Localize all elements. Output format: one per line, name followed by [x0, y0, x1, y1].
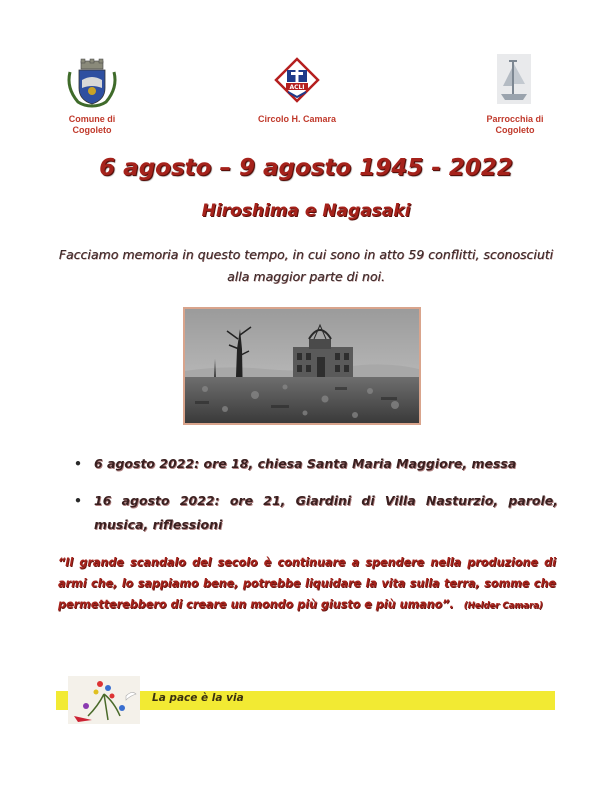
- circolo-label: Circolo H. Camara: [257, 114, 337, 124]
- comune-label: Comune di Cogoleto: [68, 114, 116, 135]
- intro-text: Facciamo memoria in questo tempo, in cui sono in atto 59 conflitti, sconosciuti alla maggior parte di noi.: [58, 247, 554, 284]
- event-item-villa-nasturzio: • 16 agosto 2022: ore 21, Giardini di Villa Nasturzio, parole, musica, riflessioni: [72, 489, 558, 537]
- comune-coat-of-arms-logo: [64, 58, 120, 108]
- event-item-hiroshima-mass: • 6 agosto 2022: ore 18, chiesa Santa Maria Maggiore, messa: [72, 452, 558, 476]
- quote-author: (Helder Camara): [463, 601, 543, 611]
- acli-logo: [274, 57, 320, 103]
- parrocchia-label: Parrocchia di Cogoleto: [486, 114, 544, 135]
- peace-bouquet-image: [68, 676, 140, 724]
- acli-logo-text: ACLI: [289, 84, 305, 91]
- page-subtitle: Hiroshima e Nagasaki: [201, 201, 411, 221]
- footer-motto: La pace è la via: [152, 692, 244, 704]
- events-list: [72, 452, 558, 537]
- parrocchia-logo: [497, 54, 531, 104]
- page-title: 6 agosto – 9 agosto 1945 - 2022: [99, 155, 513, 181]
- camara-quote: [58, 552, 556, 617]
- hiroshima-ruins-photo: [183, 307, 421, 425]
- quote-text: “Il grande scandalo del secolo è continuare a spendere nella produzione di armi che, lo sappiamo bene, potrebbe liquidare la vita sulla terra, somme che permetterebbero di creare un mondo più giusto e più umano”.: [58, 556, 556, 611]
